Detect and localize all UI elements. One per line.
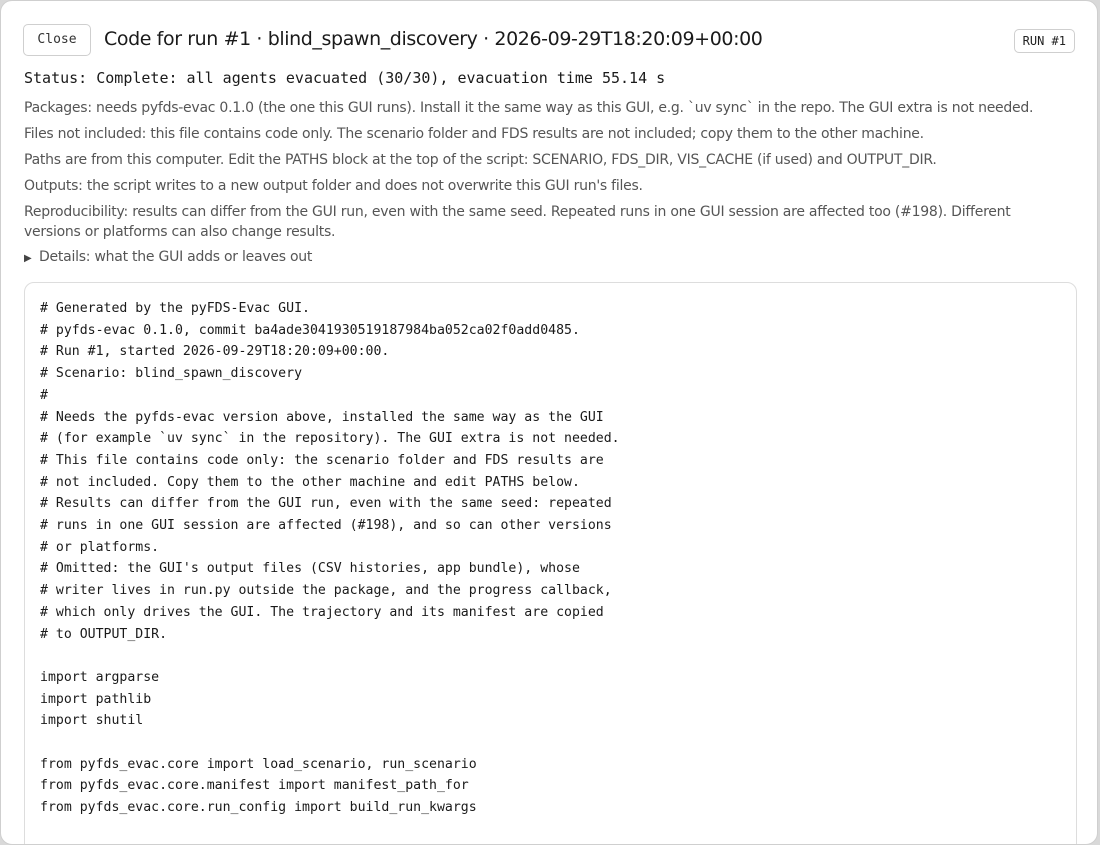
code-text: # Generated by the pyFDS-Evac GUI. # pyfds-evac 0.1.0, commit ba4ade3041930519187984ba052ca02f0add0485. # Run #1, started 2026-09-29T18:20:09+00:00. # Scenario: blind_spawn_discovery # # Needs the pyfds-evac version above, installed the same way as the GUI # (for example `uv sync` in the repository). The GUI extra is not needed. # This file contains code only: the scenario folder and FDS results are # not included. Copy them to the other machine and edit PATHS below. # Results can differ from the GUI run, even with the same seed: repeated # runs in one GUI session are affected (#198), and so can other versions # or platforms. # Omitted: the GUI's output files (CSV histories, app bundle), whose # writer lives in run.py outside the package, and the progress callback, # which only drives the GUI. The trajectory and its manifest are copied # to OUTPUT_DIR. import argparse import pathlib import shutil from pyfds_evac.core import load_scenario, run_scenario from pyfds_evac.core.manifest import manifest_path_for from pyfds_evac.core.run_config import build_run_kwargs: [40, 301, 620, 816]
close-button[interactable]: Close: [23, 24, 91, 56]
note-files: Files not included: this file contains code only. The scenario folder and FDS results are not included; copy them to the other machine.: [24, 126, 924, 142]
triangle-right-icon: ▶: [24, 253, 32, 264]
dialog-title: Code for run #1 · blind_spawn_discovery · 2026-09-29T18:20:09+00:00: [104, 28, 763, 50]
note-packages: Packages: needs pyfds-evac 0.1.0 (the one this GUI runs). Install it the same way as this GUI, e.g. `uv sync` in the repo. The GUI extra is not needed.: [24, 100, 1034, 116]
note-reproducibility: Reproducibility: results can differ from the GUI run, even with the same seed. Repeated runs in one GUI session are affected too (#198). Different versions or platforms can also change results.: [24, 204, 1011, 240]
note-outputs: Outputs: the script writes to a new output folder and does not overwrite this GUI run's files.: [24, 178, 643, 194]
details-label: Details: what the GUI adds or leaves out: [39, 249, 313, 265]
run-badge: RUN #1: [1014, 29, 1075, 53]
code-block[interactable]: [24, 282, 1077, 845]
notes-list: [24, 97, 1034, 269]
dialog-header: [23, 24, 1075, 58]
status-line: Status: Complete: all agents evacuated (30/30), evacuation time 55.14 s: [24, 69, 666, 87]
details-toggle[interactable]: [24, 247, 1034, 269]
note-paths: Paths are from this computer. Edit the PATHS block at the top of the script: SCENARIO, FDS_DIR, VIS_CACHE (if used) and OUTPUT_DIR.: [24, 152, 937, 168]
